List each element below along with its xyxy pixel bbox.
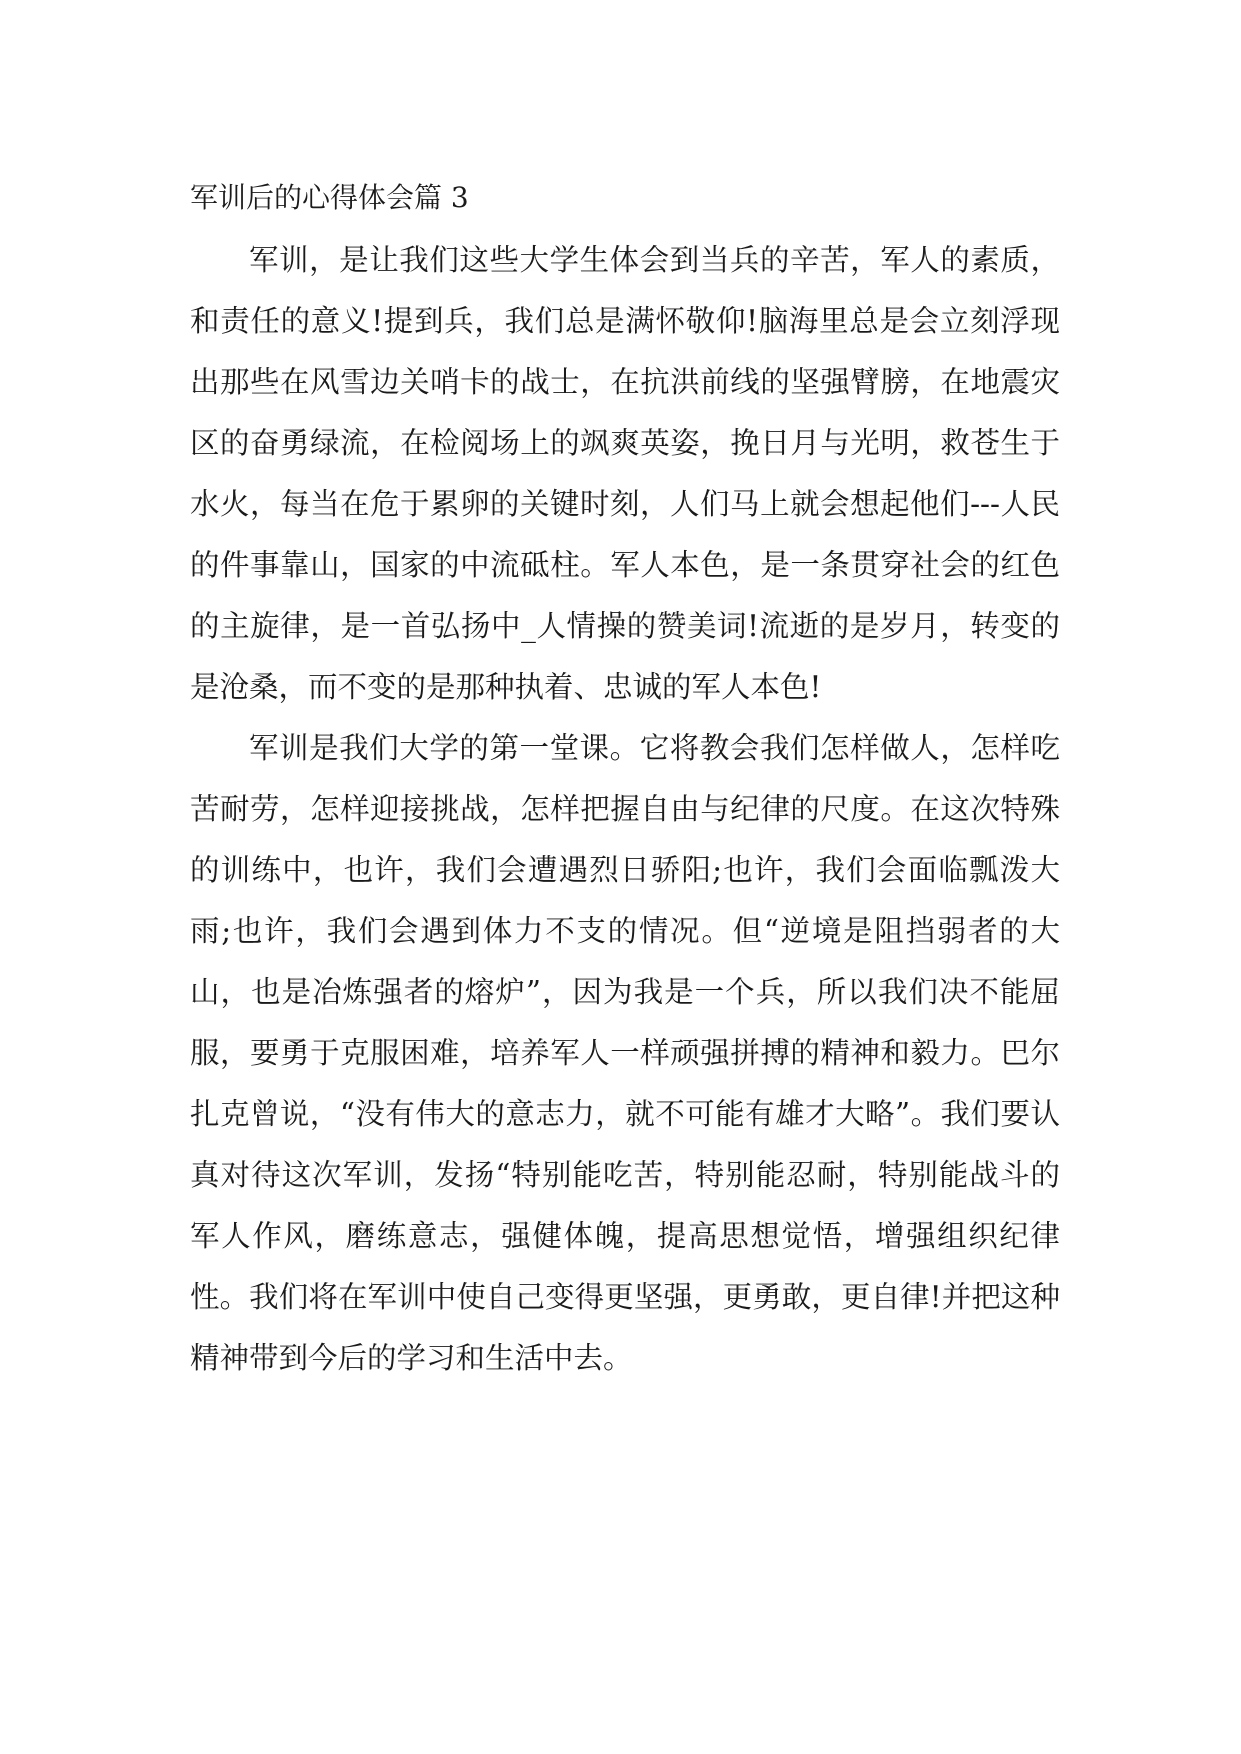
paragraph-1: 军训，是让我们这些大学生体会到当兵的辛苦，军人的素质，和责任的意义!提到兵，我们总是满怀敬仰!脑海里总是会立刻浮现出那些在风雪边关哨卡的战士，在抗洪前线的坚强臂膀，在地震灾区的奋勇绿流，在检阅场上的飒爽英姿，挽日月与光明，救苍生于水火，每当在危于累卵的关键时刻，人们马上就会想起他们---人民的件事靠山，国家的中流砥柱。军人本色，是一条贯穿社会的红色的主旋律，是一首弘扬中_人情操的赞美词!流逝的是岁月，转变的是沧桑，而不变的是那种执着、忠诚的军人本色! [190,243,1060,704]
document-title: 军训后的心得体会篇 3 [190,181,469,214]
document-body [190,178,1060,1389]
paragraph-2: 军训是我们大学的第一堂课。它将教会我们怎样做人，怎样吃苦耐劳，怎样迎接挑战，怎样把握自由与纪律的尺度。在这次特殊的训练中，也许，我们会遭遇烈日骄阳;也许，我们会面临瓢泼大雨;也许，我们会遇到体力不支的情况。但“逆境是阻挡弱者的大山，也是冶炼强者的熔炉”，因为我是一个兵，所以我们决不能屈服，要勇于克服困难，培养军人一样顽强拼搏的精神和毅力。巴尔扎克曾说，“没有伟大的意志力，就不可能有雄才大略”。我们要认真对待这次军训，发扬“特别能吃苦，特别能忍耐，特别能战斗的军人作风，磨练意志，强健体魄，提高思想觉悟，增强组织纪律性。我们将在军训中使自己变得更坚强，更勇敢，更自律!并把这种精神带到今后的学习和生活中去。 [190,731,1060,1375]
